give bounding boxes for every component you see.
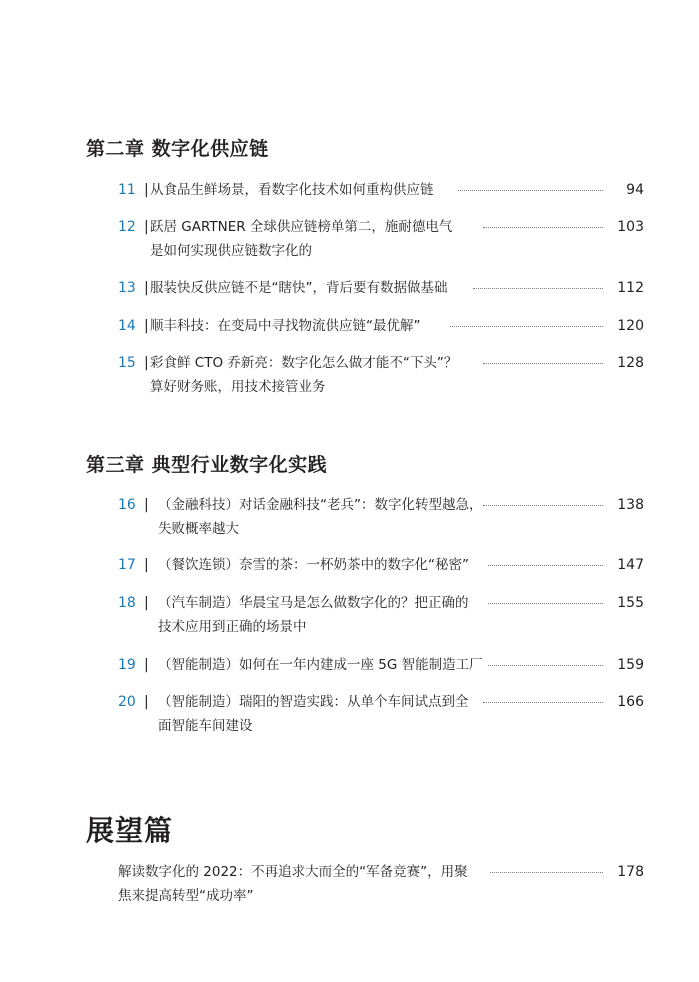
dot-leader — [473, 288, 603, 289]
toc-entry-18[interactable] — [118, 591, 648, 635]
page-number: 159 — [617, 657, 644, 673]
title-line: （金融科技）对话金融科技“老兵”：数字化转型越急， — [158, 497, 483, 513]
chapter-2-heading: 第二章 数字化供应链 — [86, 138, 269, 160]
title-line: （智能制造）如何在一年内建成一座 5G 智能制造工厂 — [158, 657, 483, 673]
title-line: 顺丰科技：在变局中寻找物流供应链“最优解” — [150, 318, 421, 334]
entry-number: 15 — [118, 355, 136, 371]
dot-leader — [488, 665, 603, 666]
entry-number: 14 — [118, 318, 136, 334]
entry-number: 16 — [118, 497, 136, 513]
separator: | — [144, 318, 149, 334]
entry-number: 13 — [118, 280, 136, 296]
page-number: 112 — [617, 280, 644, 296]
title-line: （汽车制造）华晨宝马是怎么做数字化的？把正确的 — [158, 595, 469, 611]
separator: | — [144, 182, 149, 198]
dot-leader — [483, 702, 603, 703]
title-line: 算好财务账，用技术接管业务 — [150, 379, 326, 395]
page-number: 120 — [617, 318, 644, 334]
title-line: 技术应用到正确的场景中 — [158, 619, 307, 635]
title-line: 焦来提高转型“成功率” — [118, 888, 254, 904]
toc-entry-12[interactable] — [118, 215, 648, 259]
entry-title — [158, 653, 483, 677]
dot-leader — [483, 363, 603, 364]
entry-title — [150, 178, 460, 202]
separator: | — [144, 595, 149, 611]
chapter-3-heading: 第三章 典型行业数字化实践 — [86, 454, 328, 476]
dot-leader — [450, 326, 603, 327]
page-number: 103 — [617, 219, 644, 235]
entry-title — [158, 553, 470, 577]
entry-title — [158, 591, 470, 639]
entry-title — [150, 276, 460, 300]
title-line: （智能制造）瑞阳的智造实践：从单个车间试点到全 — [158, 694, 469, 710]
page-number: 166 — [617, 694, 644, 710]
separator: | — [144, 355, 149, 371]
page-number: 155 — [617, 595, 644, 611]
entry-number: 19 — [118, 657, 136, 673]
page-number: 147 — [617, 557, 644, 573]
dot-leader — [488, 565, 603, 566]
entry-title — [150, 215, 460, 263]
toc-entry-20[interactable] — [118, 690, 648, 734]
entry-title — [150, 314, 460, 338]
dot-leader — [490, 872, 603, 873]
outlook-heading: 展望篇 — [86, 814, 174, 847]
entry-number: 12 — [118, 219, 136, 235]
page-number: 178 — [617, 864, 644, 880]
title-line: 彩食鲜 CTO 乔新亮：数字化怎么做才能不“下头”？ — [150, 355, 458, 371]
title-line: 是如何实现供应链数字化的 — [150, 243, 312, 259]
title-line: 面智能车间建设 — [158, 718, 253, 734]
separator: | — [144, 280, 149, 296]
page-number: 138 — [617, 497, 644, 513]
separator: | — [144, 657, 149, 673]
separator: | — [144, 219, 149, 235]
title-line: 跃居 GARTNER 全球供应链榜单第二，施耐德电气 — [150, 219, 453, 235]
toc-entry-15[interactable] — [118, 351, 648, 395]
toc-entry-outlook[interactable] — [118, 860, 648, 904]
separator: | — [144, 497, 149, 513]
entry-title — [158, 690, 470, 738]
dot-leader — [483, 227, 603, 228]
dot-leader — [458, 190, 603, 191]
entry-number: 18 — [118, 595, 136, 611]
entry-title — [158, 493, 483, 541]
entry-title — [118, 860, 468, 908]
separator: | — [144, 557, 149, 573]
page-number: 94 — [626, 182, 644, 198]
page-number: 128 — [617, 355, 644, 371]
entry-number: 11 — [118, 182, 136, 198]
title-line: 解读数字化的 2022：不再追求大而全的“军备竞赛”，用聚 — [118, 864, 468, 880]
title-line: 从食品生鲜场景，看数字化技术如何重构供应链 — [150, 182, 434, 198]
toc-entry-16[interactable] — [118, 493, 648, 537]
title-line: 服装快反供应链不是“瞎快”，背后要有数据做基础 — [150, 280, 448, 296]
entry-number: 20 — [118, 694, 136, 710]
entry-number: 17 — [118, 557, 136, 573]
title-line: （餐饮连锁）奈雪的茶：一杯奶茶中的数字化“秘密” — [158, 557, 469, 573]
entry-title — [150, 351, 460, 399]
dot-leader — [483, 505, 603, 506]
title-line: 失败概率越大 — [158, 521, 239, 537]
separator: | — [144, 694, 149, 710]
dot-leader — [488, 603, 603, 604]
